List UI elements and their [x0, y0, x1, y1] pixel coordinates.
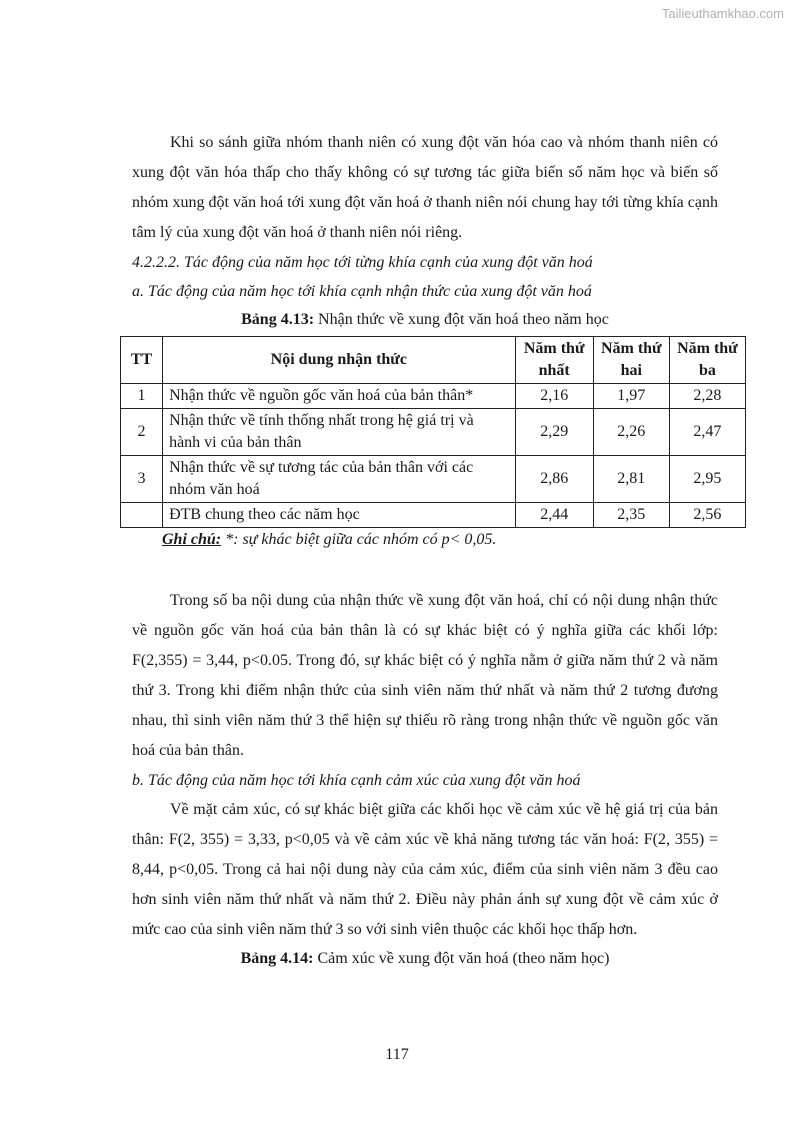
page-content: [130, 128, 738, 973]
row-3-tt: 3: [121, 456, 163, 503]
row-1-year-1: 2,16: [515, 384, 593, 409]
row-2-year-2: 2,26: [593, 409, 669, 456]
row-2-tt: 2: [121, 409, 163, 456]
table-row-average: [121, 503, 746, 528]
subsection-heading-b: b. Tác động của năm học tới khía cạnh cảm xúc của xung đột văn hoá: [132, 772, 581, 789]
row-3-year-2: 2,81: [593, 456, 669, 503]
header-year-1: Năm thứ nhất: [515, 337, 593, 384]
table-row: [121, 409, 746, 456]
section-heading-4-2-2-2: 4.2.2.2. Tác động của năm học tới từng khía cạnh của xung đột văn hoá: [132, 254, 593, 271]
table-header-row: [121, 337, 746, 384]
row-1-content: Nhận thức về nguồn gốc văn hoá của bản thân*: [163, 384, 516, 409]
subsection-heading-a: a. Tác động của năm học tới khía cạnh nhận thức của xung đột văn hoá: [132, 283, 592, 300]
row-avg-year-3: 2,56: [669, 503, 745, 528]
paragraph-1: Khi so sánh giữa nhóm thanh niên có xung đột văn hóa cao và nhóm thanh niên có xung đột văn hóa thấp cho thấy không có sự tương tác giữa biến số năm học và biến số nhóm xung đột văn hoá tới xung đột văn hoá ở thanh niên nói chung hay tới từng khía cạnh tâm lý của xung đột văn hoá ở thanh niên nói riêng.: [132, 134, 718, 241]
table-note-text: *: sự khác biệt giữa các nhóm có p< 0,05.: [221, 531, 497, 548]
row-2-year-3: 2,47: [669, 409, 745, 456]
row-3-year-1: 2,86: [515, 456, 593, 503]
row-1-year-3: 2,28: [669, 384, 745, 409]
row-avg-year-1: 2,44: [515, 503, 593, 528]
table-4-13-caption-label: Bảng 4.13:: [241, 311, 315, 328]
row-3-year-3: 2,95: [669, 456, 745, 503]
row-1-year-2: 1,97: [593, 384, 669, 409]
row-2-year-1: 2,29: [515, 409, 593, 456]
row-avg-year-2: 2,35: [593, 503, 669, 528]
spacer: [132, 552, 718, 586]
header-year-3: Năm thứ ba: [669, 337, 745, 384]
paragraph-3: Về mặt cảm xúc, có sự khác biệt giữa các khối học về cảm xúc về hệ giá trị của bản thân: F(2, 355) = 3,33, p<0,05 và về cảm xúc về khả năng tương tác văn hoá: F(2, 355) = 8,44, p<0,05. Trong cả hai nội dung này của cảm xúc, điểm của sinh viên năm 3 đều cao hơn sinh viên năm thứ nhất và năm thứ 2. Điều này phản ánh sự xung đột về cảm xúc ở mức cao của sinh viên năm thứ 3 so với sinh viên thuộc các khối học thấp hơn.: [132, 801, 718, 938]
row-2-content: Nhận thức về tính thống nhất trong hệ giá trị và hành vi của bản thân: [163, 409, 516, 456]
table-4-13: [120, 336, 746, 528]
table-note-label: Ghi chú:: [162, 531, 222, 548]
table-4-13-caption-text: Nhận thức về xung đột văn hoá theo năm học: [314, 311, 609, 328]
paragraph-2: Trong số ba nội dung của nhận thức về xung đột văn hoá, chỉ có nội dung nhận thức về nguồn gốc văn hoá của bản thân là có sự khác biệt có ý nghĩa giữa các khối lớp: F(2,355) = 3,44, p<0.05. Trong đó, sự khác biệt có ý nghĩa nằm ở giữa năm thứ 2 và năm thứ 3. Trong khi điểm nhận thức của sinh viên năm thứ nhất và năm thứ 2 tương đương nhau, thì sinh viên năm thứ 3 thể hiện sự thiếu rõ ràng trong nhận thức về nguồn gốc văn hoá của bản thân.: [132, 592, 718, 759]
watermark: Tailieuthamkhao.com: [661, 6, 784, 21]
table-4-13-caption: [132, 306, 718, 334]
row-avg-tt: [121, 503, 163, 528]
header-year-2: Năm thứ hai: [593, 337, 669, 384]
table-4-14-caption-label: Bảng 4.14:: [240, 950, 314, 967]
table-4-14-caption: [132, 945, 718, 973]
header-tt: TT: [121, 337, 163, 384]
table-note: [162, 528, 718, 552]
header-content: Nội dung nhận thức: [163, 337, 516, 384]
table-4-14-caption-text: Cảm xúc về xung đột văn hoá (theo năm học): [313, 950, 610, 967]
table-row: [121, 384, 746, 409]
row-1-tt: 1: [121, 384, 163, 409]
page-number: 117: [385, 1046, 409, 1063]
table-row: [121, 456, 746, 503]
row-avg-content: ĐTB chung theo các năm học: [163, 503, 516, 528]
row-3-content: Nhận thức về sự tương tác của bản thân với các nhóm văn hoá: [163, 456, 516, 503]
